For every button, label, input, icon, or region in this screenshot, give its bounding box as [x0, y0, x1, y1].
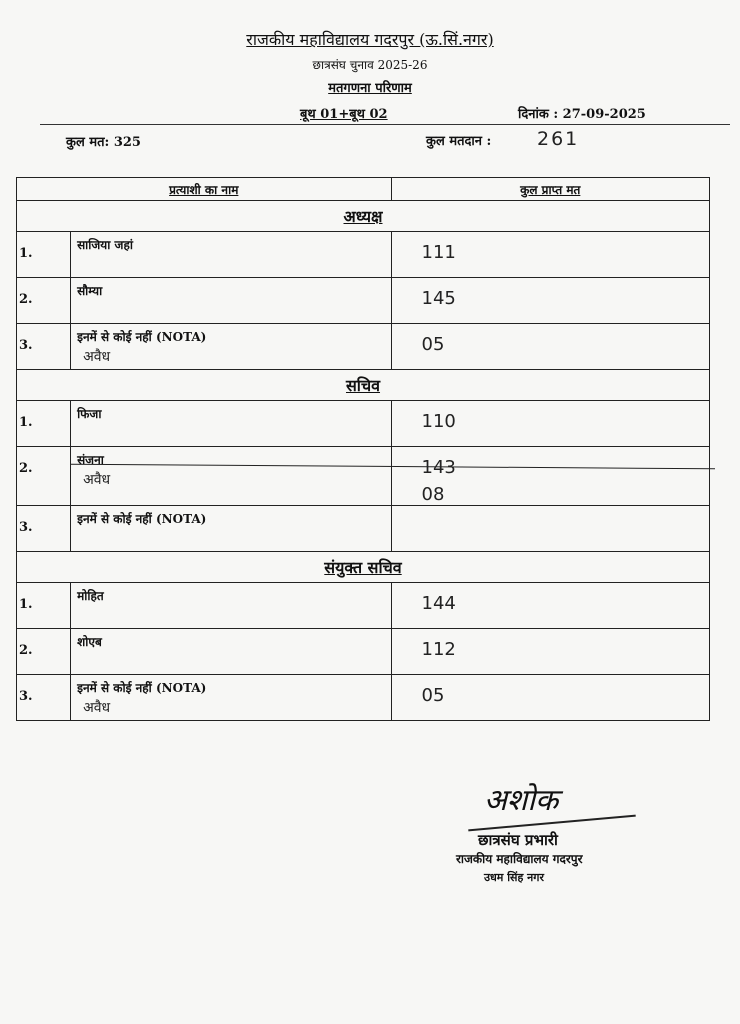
- signature: अशोक: [484, 783, 559, 818]
- candidate-name-cell: [71, 232, 391, 278]
- row-number: 2.: [17, 278, 71, 324]
- invalid-note: अवैध: [83, 349, 111, 365]
- vote-count: 144: [421, 593, 456, 614]
- section-title: संयुक्त सचिव: [17, 552, 710, 583]
- candidate-name-cell: [71, 583, 391, 629]
- table-row: [17, 506, 710, 552]
- row-number: 3.: [17, 675, 71, 721]
- row-number: 1.: [17, 401, 71, 447]
- invalid-vote-count: 08: [421, 484, 445, 505]
- section-row: [17, 370, 710, 401]
- invalid-note: अवैध: [83, 472, 111, 488]
- candidate-name-cell: [71, 401, 391, 447]
- row-number: 2.: [17, 447, 71, 506]
- election-subtitle: छात्रसंघ चुनाव 2025-26: [312, 58, 428, 72]
- table-row: [17, 278, 710, 324]
- vote-count-cell: [391, 401, 709, 447]
- votes-column-header: कुल प्राप्त मत: [391, 178, 709, 201]
- candidate-name: फिजा: [77, 407, 102, 421]
- row-number: 3.: [17, 506, 71, 552]
- candidate-name-cell: [71, 506, 391, 552]
- table-header-row: [17, 178, 710, 201]
- college-title: राजकीय महाविद्यालय गदरपुर (ऊ.सिं.नगर): [246, 30, 494, 49]
- vote-count-cell: [391, 583, 709, 629]
- candidate-name-cell: [71, 324, 391, 370]
- vote-count-cell: [391, 232, 709, 278]
- candidate-name-cell: [71, 675, 391, 721]
- table-row: [17, 629, 710, 675]
- vote-count: 110: [421, 411, 456, 432]
- vote-count: 145: [421, 288, 456, 309]
- date-label: दिनांक : 27-09-2025: [518, 107, 646, 122]
- candidate-name: साजिया जहां: [77, 238, 133, 252]
- section-title: सचिव: [17, 370, 710, 401]
- total-votes: कुल मत: 325: [66, 135, 141, 150]
- vote-count: 111: [421, 242, 456, 263]
- vote-count-cell: [391, 675, 709, 721]
- candidate-name-cell: [71, 278, 391, 324]
- candidate-name: इनमें से कोई नहीं (NOTA): [77, 681, 207, 695]
- table-row: [17, 401, 710, 447]
- row-number: 1.: [17, 232, 71, 278]
- candidate-name: मोहित: [77, 589, 104, 603]
- section-title: अध्यक्ष: [17, 201, 710, 232]
- stamp-title: छात्रसंघ प्रभारी: [478, 831, 558, 849]
- vote-count: 05: [421, 334, 445, 355]
- vote-count-cell: [391, 324, 709, 370]
- header-divider: [40, 124, 730, 125]
- table-row: [17, 232, 710, 278]
- section-row: [17, 201, 710, 232]
- candidate-name: इनमें से कोई नहीं (NOTA): [77, 330, 207, 344]
- vote-count: 112: [421, 639, 456, 660]
- vote-count-cell: [391, 629, 709, 675]
- table-row: [17, 675, 710, 721]
- vote-count: 05: [421, 685, 445, 706]
- row-number: 1.: [17, 583, 71, 629]
- candidate-name: शोएब: [77, 635, 102, 649]
- section-row: [17, 552, 710, 583]
- table-row: [17, 324, 710, 370]
- vote-count-cell: [391, 278, 709, 324]
- vote-count: 143: [421, 457, 456, 478]
- candidate-name: इनमें से कोई नहीं (NOTA): [77, 512, 207, 526]
- vote-count-cell: [391, 506, 709, 552]
- candidate-column-header: प्रत्याशी का नाम: [17, 178, 392, 201]
- vote-count-cell: [391, 447, 709, 506]
- stamp-district: उधम सिंह नगर: [484, 871, 544, 884]
- booth-label: बूथ 01+बूथ 02: [300, 107, 388, 122]
- table-row: [17, 583, 710, 629]
- candidate-name: संजना: [77, 453, 104, 467]
- stamp-college: राजकीय महाविद्यालय गदरपुर: [456, 852, 583, 866]
- candidate-name-cell: [71, 629, 391, 675]
- votes-cast-value: 261: [537, 128, 580, 150]
- table-row: [17, 447, 710, 506]
- votes-cast-label: कुल मतदान :: [426, 134, 492, 149]
- candidate-name-cell: [71, 447, 391, 506]
- results-table: [16, 177, 710, 721]
- row-number: 2.: [17, 629, 71, 675]
- invalid-note: अवैध: [83, 700, 111, 716]
- candidate-name: सौम्या: [77, 284, 103, 298]
- row-number: 3.: [17, 324, 71, 370]
- result-title: मतगणना परिणाम: [328, 81, 412, 96]
